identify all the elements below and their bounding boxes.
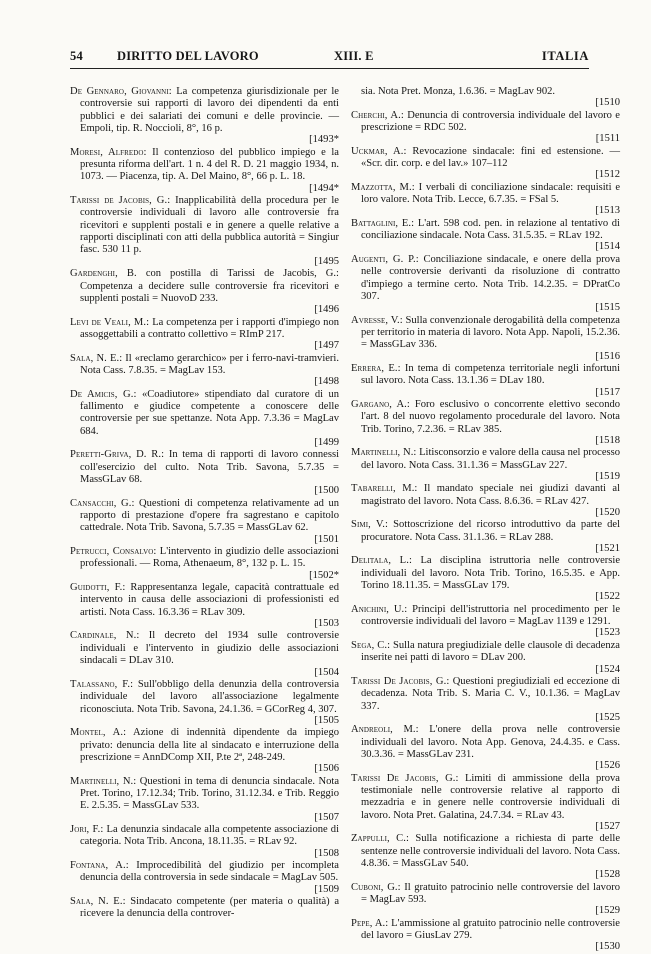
- entry-author: Delitala, L.:: [351, 555, 412, 567]
- left-column: [70, 86, 339, 921]
- entry-number: [1493*: [309, 134, 339, 146]
- entry-author: Fontana, A.:: [70, 860, 129, 871]
- entry-author: Tarissi De Jacobis, G.:: [351, 675, 450, 687]
- entry-text: La disciplina istruttoria nelle controversie individuali del lavoro. Nota Trib. Torino, 16.5.35. e App. Torino 18.11.35. = MassGLav 179.: [361, 555, 621, 592]
- entry-text: Denuncia di controversia individuale del lavoro e prescrizione = RDC 502.: [361, 109, 620, 134]
- bibliography-entry: [70, 195, 339, 268]
- entry-author: Cansacchi, G.:: [70, 497, 135, 509]
- entry-text: Questioni di competenza relativamente ad un rapporto di prestazione d'opere fra sagrestano e capitolo cattedrale. Nota Trib. Savona, 5.7.35 = MassGLav 62.: [80, 497, 339, 534]
- bibliography-entry: [70, 498, 339, 546]
- entry-number: [1526: [595, 760, 620, 772]
- entry-author: Avresse, V.:: [351, 314, 403, 326]
- bibliography-entry: [351, 833, 620, 881]
- entry-text: Questioni in tema di denuncia sindacale. Nota Pret. Torino, 17.12.34; Trib. Torino, 31.12.34. e Trib. Reggio E. 2.5.35. = MassGLav 533.: [80, 775, 340, 812]
- entry-number: [1509: [314, 883, 339, 895]
- entry-author: Andreoli, M.:: [351, 724, 419, 736]
- entry-author: De Amicis, G.:: [70, 388, 137, 400]
- entry-author: Sala, N. E.:: [70, 352, 123, 364]
- entry-number: [1497: [314, 340, 339, 352]
- entry-text: Il mandato speciale nei giudizi davanti al magistrato del lavoro. Nota Cass. 8.6.36. = RLav 427.: [361, 483, 621, 507]
- entry-author: Augenti, G. P.:: [351, 253, 419, 265]
- entry-author: Jori, F.:: [70, 823, 104, 835]
- entry-author: Uckmar, A.:: [351, 145, 407, 157]
- entry-number: [1514: [595, 241, 620, 253]
- entry-number: [1498: [314, 376, 339, 388]
- bibliography-entry: [70, 824, 339, 860]
- bibliography-entry: [351, 676, 620, 724]
- bibliography-entry: [351, 254, 620, 315]
- entry-number: [1502*: [309, 569, 339, 581]
- entry-author: Sega, C.:: [351, 639, 391, 651]
- entry-author: Tarissi de Jacobis, G.:: [70, 195, 171, 207]
- entry-author: Cherchi, A.:: [351, 109, 404, 121]
- entry-text: L'ammissione al gratuito patrocinio nelle controversie del lavoro = GiusLav 279.: [361, 917, 620, 942]
- entry-text: «Coadiutore» stipendiato dal curatore di un fallimento e giudice competente a conoscere delle controversie per sue spettanze. Nota App. 7.3.36 = MagLav 684.: [80, 388, 340, 437]
- entry-author: Mazzotta, M.:: [351, 181, 415, 193]
- entry-text: Sulla notificazione a richiesta di parte delle sentenze nelle controversie individuali del lavoro. Nota Cass. 4.8.36. = MassGLav 540.: [361, 833, 620, 869]
- entry-author: Moresi, Alfredo:: [70, 146, 147, 158]
- entry-number: [1511: [595, 133, 620, 145]
- bibliography-entry: [351, 218, 620, 254]
- entry-number: [1529: [595, 905, 620, 917]
- bibliography-entry: [70, 679, 339, 727]
- entry-number: [1524: [595, 663, 620, 675]
- entry-text: Inapplicabilità della procedura per le controversie individuali di lavoro alle controversie fra ricevitori e supplenti postali e in genere a quelle relative a rapporti disciplinati con atti della pubblica autorità = Singiur fasc. 530 11 p.: [80, 195, 339, 256]
- entry-number: [1530: [595, 941, 620, 953]
- entry-number: [1495: [314, 255, 339, 267]
- entry-text: In tema di competenza territoriale negli infortuni sul lavoro. Nota Cass. 13.1.36 = DLav 180.: [361, 362, 620, 387]
- entry-number: [1507: [314, 811, 339, 823]
- entry-text: Rappresentanza legale, capacità contrattuale ed intervento in causa delle associazioni di professionisti ed artisti. Nota Cass. 16.3.36 = RLav 309.: [80, 582, 339, 618]
- bibliography-entry: [351, 447, 620, 483]
- entry-author: Petrucci, Consalvo:: [70, 546, 157, 558]
- entry-number: [1500: [314, 485, 339, 497]
- entry-number: [1521: [595, 543, 620, 555]
- section-code: XIII. E: [334, 49, 374, 63]
- entry-author: Talassano, F.:: [70, 678, 134, 690]
- bibliography-entry: [70, 727, 339, 775]
- entry-author: Montel, A.:: [70, 727, 127, 739]
- entry-text: Limiti di ammissione della prova testimoniale nelle controversie relative al rapporto di mezzadria e in genere nelle controversie individuali di lavoro. Nota Pret. Galatina, 24.7.34. = RLav 43.: [361, 772, 620, 821]
- bibliography-entry: [351, 399, 620, 447]
- entry-author: Pepe, A.:: [351, 917, 389, 929]
- bibliography-entry: [70, 268, 339, 316]
- entry-number: [1515: [595, 302, 620, 314]
- entry-author: Gargano, A.:: [351, 398, 410, 410]
- entry-number: [1501: [314, 533, 339, 545]
- entry-number: [1522: [595, 591, 620, 603]
- entry-text: Conciliazione sindacale, e onere della prova nelle controversie derivanti da risoluzione di contratto d'impiego a termine certo. Nota Trib. 14.2.35. = DPratCo 307.: [361, 253, 621, 302]
- entry-author: Zappulli, C.:: [351, 833, 410, 845]
- entry-number: [1518: [595, 434, 620, 446]
- entry-number: [1527: [595, 820, 620, 832]
- entry-author: De Gennaro, Giovanni:: [70, 86, 172, 97]
- entry-text: Il contenzioso del pubblico impiego e la presunta riforma dell'art. 1 n. 4 del R. D. 21 maggio 1934, n. 1073. — Piacenza, tip. A. Del Maino, 8°, 66 p. L. 18.: [80, 146, 339, 183]
- entry-author: Anichini, U.:: [351, 603, 408, 615]
- entry-text: La denunzia sindacale alla competente associazione di categoria. Nota Trib. Ancona, 18.11.35. = RLav 92.: [80, 823, 339, 848]
- entry-number: [1528: [595, 869, 620, 881]
- entry-text: L'intervento in giudizio delle associazioni professionali. — Roma, Athenaeum, 8°, 132 p. L. 15.: [80, 546, 339, 570]
- entry-text: I verbali di conciliazione sindacale: requisiti e loro valore. Nota Trib. Lecce, 6.7.35. = FSal 5.: [361, 181, 621, 206]
- bibliography-entry: [351, 773, 620, 834]
- entry-number: [1503: [314, 618, 339, 630]
- entry-text: Il gratuito patrocinio nelle controversie del lavoro = MagLav 593.: [361, 881, 620, 906]
- entry-author: Guidotti, F.:: [70, 582, 126, 594]
- entry-text: Sulla natura pregiudiziale delle clausole di decadenza inserite nei patti di lavoro = DLav 200.: [361, 639, 620, 664]
- bibliography-entry: [351, 483, 620, 519]
- entry-author: Peretti-Griva, D. R.:: [70, 449, 165, 461]
- bibliography-entry: [70, 317, 339, 353]
- bibliography-entry: [351, 363, 620, 399]
- entry-author: Levi de Veali, M.:: [70, 316, 150, 328]
- entry-number: [1516: [595, 350, 620, 362]
- entry-text: Azione di indennità dipendente da impiego privato: denuncia della lite al sindacato e interruzione della prescrizione = AnnDComp XII, P.te 2ª, 248-249.: [80, 727, 340, 763]
- header-rule: [70, 68, 589, 69]
- entry-number: [1517: [595, 386, 620, 398]
- bibliography-entry: [70, 147, 339, 195]
- entry-author: Martinelli, N.:: [70, 775, 137, 787]
- bibliography-entry: [351, 110, 620, 146]
- entry-author: Battaglini, E.:: [351, 217, 415, 229]
- entry-author: Cuboni, G.:: [351, 881, 401, 893]
- bibliography-entry: [70, 860, 339, 896]
- bibliography-entry: [351, 519, 620, 555]
- entry-author: Sala, N. E.:: [70, 896, 126, 908]
- entry-number: [1525: [595, 711, 620, 723]
- entry-text: Sottoscrizione del ricorso introduttivo da parte del procuratore. Nota Cass. 31.1.36. = RLav 288.: [361, 519, 620, 543]
- bibliography-entry: [351, 86, 620, 110]
- entry-number: [1506: [314, 763, 339, 775]
- entry-number: [1505: [314, 714, 339, 726]
- entry-author: Errera, E.:: [351, 362, 401, 374]
- entry-number: [1499: [314, 436, 339, 448]
- entry-number: [1504: [314, 666, 339, 678]
- bibliography-entry: [70, 353, 339, 389]
- entry-text: Improcedibilità del giudizio per incompleta denuncia della controversia in sede sindacale = MagLav 505.: [80, 860, 339, 884]
- entry-text: L'art. 598 cod. pen. in relazione al tentativo di conciliazione sindacale. Nota Cass. 31.5.35. = RLav 192.: [361, 217, 620, 242]
- bibliography-entry: [70, 449, 339, 497]
- entry-number: [1494*: [309, 182, 339, 194]
- entry-author: Tabarelli, M.:: [351, 483, 418, 495]
- bibliography-entry: [70, 582, 339, 630]
- entry-text: Sull'obbligo della denunzia della controversia individuale del lavoro all'associazione legalmente riconosciuta. Nota Trib. Savona, 24.1.36. = GCorReg 4, 307.: [80, 678, 339, 715]
- bibliography-entry: [70, 776, 339, 824]
- country-label: ITALIA: [541, 49, 589, 63]
- entry-text: Sindacato competente (per materia o qualità) a ricevere la denuncia della controver-: [80, 896, 340, 920]
- entry-author: Tarissi De Jacobis, G.:: [351, 772, 459, 784]
- bibliography-entry: [351, 640, 620, 676]
- entry-text: sia. Nota Pret. Monza, 1.6.36. = MagLav 902.: [361, 86, 555, 97]
- bibliography-entry: [351, 918, 620, 954]
- entry-text: La competenza giurisdizionale per le controversie sui rapporti di lavoro dei dipendenti da enti pubblici e dei salariati dei comuni e delle provincie. — Empoli, tip. R. Noccioli, 8°, 16 p.: [80, 86, 339, 135]
- entry-text: La competenza per i rapporti d'impiego non assoggettabili a contratto collettivo = RImP 217.: [80, 316, 340, 340]
- entry-number: [1513: [595, 205, 620, 217]
- entry-number: [1523: [595, 627, 620, 639]
- bibliography-entry: [70, 630, 339, 678]
- section-title: DIRITTO DEL LAVORO: [117, 49, 259, 63]
- bibliography-entry: [351, 604, 620, 640]
- entry-text: L'onere della prova nelle controversie individuali del lavoro. Nota App. Genova, 24.4.35. e Cass. 30.3.36. = MassGLav 231.: [361, 724, 620, 760]
- bibliography-entry: [351, 315, 620, 363]
- bibliography-entry: [70, 86, 339, 147]
- entry-number: [1496: [314, 304, 339, 316]
- entry-text: Litisconsorzio e valore della causa nel processo del lavoro. Nota Cass. 31.1.36 = MassGLav 227.: [361, 447, 621, 471]
- entry-number: [1519: [595, 471, 620, 482]
- bibliography-entry: [351, 555, 620, 603]
- right-column: [351, 86, 620, 954]
- entry-text: Revocazione sindacale: fini ed estensione. — «Scr. dir. corp. e del lav.» 107–112: [361, 145, 620, 170]
- entry-number: [1508: [314, 847, 339, 859]
- entry-text: Principi dell'istruttoria nel procedimento per le controversie individuali del lavoro = MagLav 1139 e 1291.: [361, 603, 621, 628]
- entry-text: In tema di rapporti di lavoro connessi coll'esercizio del culto. Nota Trib. Savona, 5.7.35 = MassGLav 68.: [80, 449, 340, 485]
- entry-author: Martinelli, N.:: [351, 447, 417, 459]
- entry-number: [1520: [595, 507, 620, 519]
- entry-author: Simi, V.:: [351, 519, 389, 531]
- entry-text: Sulla convenzionale derogabilità della competenza per territorio in materia di lavoro. Nota App. Napoli, 15.2.36. = MassGLav 336.: [361, 314, 620, 351]
- entry-text: Questioni pregiudiziali ed eccezione di decadenza. Nota Trib. S. Maria C. V., 10.1.36. = MagLav 337.: [361, 675, 620, 712]
- bibliography-entry: [351, 182, 620, 218]
- bibliography-entry: [351, 146, 620, 182]
- entry-author: Gardenghi, B.: [70, 268, 137, 280]
- page-number: 54: [70, 49, 83, 63]
- entry-number: [1512: [595, 169, 620, 181]
- entry-text: Foro esclusivo o concorrente elettivo secondo l'art. 8 del nuovo regolamento procedurale del lavoro. Nota Trib. Torino, 7.2.36. = RLav 385.: [361, 398, 621, 435]
- entry-text: Il «reclamo gerarchico» per i ferro-navi-tramvieri. Nota Cass. 7.8.35. = MagLav 153.: [80, 352, 340, 376]
- bibliography-entry: [70, 389, 339, 450]
- entry-number: [1510: [595, 97, 620, 109]
- entry-author: Cardinale, N.:: [70, 630, 140, 642]
- bibliography-entry: [70, 546, 339, 582]
- entry-text: con postilla di Tarissi de Jacobis, G.: Competenza a decidere sulle controversie fra ricevitori e supplenti postali = NuovoD 233.: [80, 268, 339, 304]
- entry-text: Il decreto del 1934 sulle controversie individuali e l'intervento in giudizio delle associazioni sindacali = DLav 310.: [80, 630, 340, 667]
- bibliography-entry: [351, 724, 620, 772]
